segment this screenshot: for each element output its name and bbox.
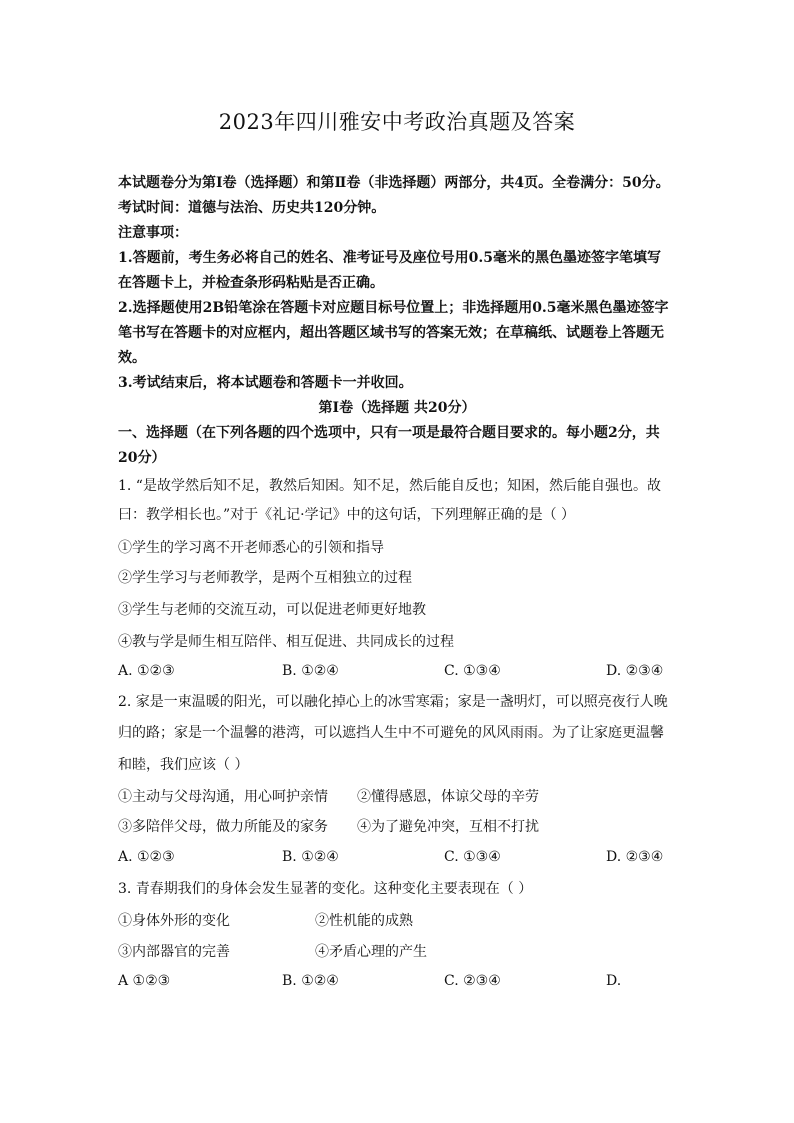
q2-option-d: D. ②③④ (606, 849, 664, 865)
q3-stem: 3. 青春期我们的身体会发生显著的变化。这种变化主要表现在（ ） (118, 881, 533, 897)
q2-option-a: A. ①②③ (118, 849, 175, 865)
q3-option-a: A ①②③ (118, 973, 171, 989)
intro-line: 考试时间：道德与法治、历史共120分钟。 (118, 200, 386, 216)
q2-option-b: B. ①②④ (282, 849, 339, 865)
q1-item: ②学生学习与老师教学，是两个互相独立的过程 (118, 570, 412, 586)
intro-line: 笔书写在答题卡的对应框内，超出答题区域书写的答案无效；在草稿纸、试题卷上答题无 (118, 325, 664, 341)
q2-item: ②懂得感恩，体谅父母的辛劳 (357, 789, 539, 805)
q1-item: ④教与学是师生相互陪伴、相互促进、共同成长的过程 (118, 634, 454, 650)
intro-line: 1.答题前，考生务必将自己的姓名、准考证号及座位号用0.5毫米的黑色墨迹签字笔填写 (118, 250, 661, 266)
part-heading: 20分） (118, 450, 166, 466)
section-title: 第Ⅰ卷（选择题 共20分） (318, 400, 476, 416)
q3-option-b: B. ①②④ (282, 973, 339, 989)
q1-stem: 曰：教学相长也。”对于《礼记·学记》中的这句话，下列理解正确的是（ ） (118, 507, 576, 523)
q3-item: ③内部器官的完善 (118, 944, 230, 960)
q3-item: ②性机能的成熟 (315, 913, 413, 929)
q3-item: ①身体外形的变化 (118, 913, 230, 929)
intro-line: 3.考试结束后，将本试题卷和答题卡一并收回。 (118, 375, 413, 391)
page-title: 2023年四川雅安中考政治真题及答案 (218, 110, 576, 134)
q2-stem: 2. 家是一束温暖的阳光，可以融化掉心上的冰雪寒霜；家是一盏明灯，可以照亮夜行人晚 (118, 694, 668, 710)
q2-item: ①主动与父母沟通，用心呵护亲情 (118, 789, 328, 805)
q1-option-a: A. ①②③ (118, 663, 175, 679)
q1-option-d: D. ②③④ (606, 663, 664, 679)
q1-stem: 1. “是故学然后知不足，教然后知困。知不足，然后能自反也；知困，然后能自强也。故 (118, 478, 661, 494)
q3-option-d: D. (606, 973, 622, 989)
q3-item: ④矛盾心理的产生 (315, 944, 427, 960)
part-heading: 一、选择题（在下列各题的四个选项中，只有一项是最符合题目要求的。每小题2分，共 (118, 425, 660, 441)
intro-line: 2.选择题使用2B铅笔涂在答题卡对应题目标号位置上；非选择题用0.5毫米黑色墨迹签字 (118, 300, 669, 316)
q2-option-c: C. ①③④ (444, 849, 501, 865)
intro-line: 在答题卡上，并检查条形码粘贴是否正确。 (118, 275, 384, 291)
q2-item: ③多陪伴父母，做力所能及的家务 (118, 819, 328, 835)
q1-item: ③学生与老师的交流互动，可以促进老师更好地教 (118, 602, 426, 618)
q1-option-c: C. ①③④ (444, 663, 501, 679)
intro-line: 效。 (118, 350, 146, 366)
intro-line: 本试题卷分为第Ⅰ卷（选择题）和第Ⅱ卷（非选择题）两部分，共4页。全卷满分：50分。 (118, 175, 670, 191)
q3-option-c: C. ②③④ (444, 973, 501, 989)
intro-line: 注意事项： (118, 225, 188, 241)
q1-item: ①学生的学习离不开老师悉心的引领和指导 (118, 540, 384, 556)
q1-option-b: B. ①②④ (282, 663, 339, 679)
q2-stem: 和睦，我们应该（ ） (118, 757, 249, 773)
q2-item: ④为了避免冲突，互相不打扰 (357, 819, 539, 835)
q2-stem: 归的路；家是一个温馨的港湾，可以遮挡人生中不可避免的风风雨雨。为了让家庭更温馨 (118, 725, 664, 741)
